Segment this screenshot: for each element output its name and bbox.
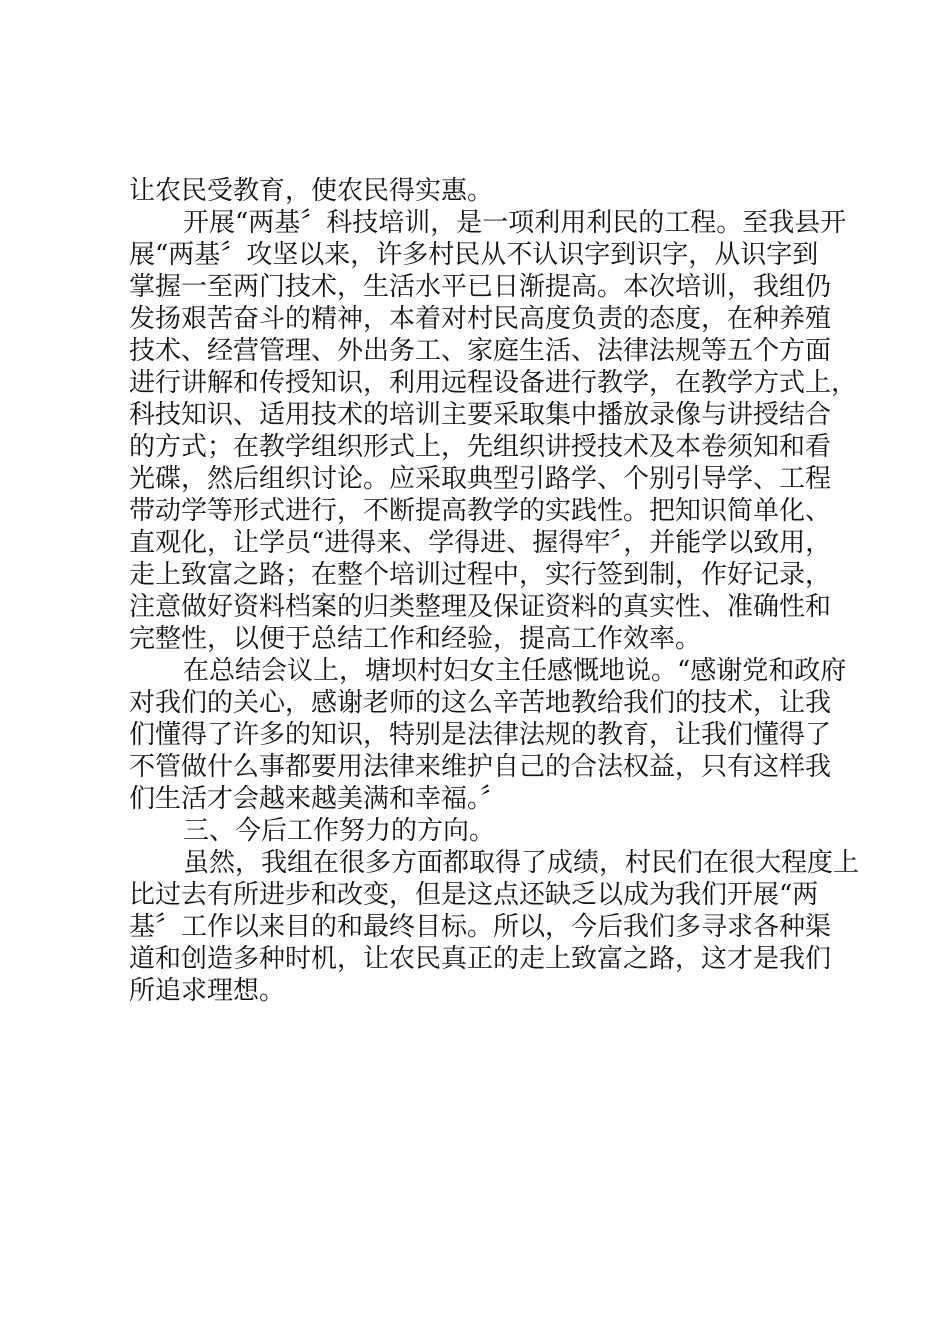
text-line: 技术、经营管理、外出务工、家庭生活、法律法规等五个方面 — [129, 336, 832, 366]
text-line: 走上致富之路；在整个培训过程中，实行签到制，作好记录， — [129, 560, 832, 590]
text-line: 对我们的关心，感谢老师的这么辛苦地教给我们的技术，让我 — [129, 688, 832, 718]
text-line: 光碟，然后组织讨论。应采取典型引路学、个别引导学、工程 — [129, 464, 832, 494]
text-line: 基〞工作以来目的和最终目标。所以，今后我们多寻求各种渠 — [129, 912, 832, 942]
section-heading: 三、今后工作努力的方向。 — [183, 816, 496, 846]
text-line: 让农民受教育，使农民得实惠。 — [129, 176, 494, 206]
paragraph-start-line: 在总结会议上，塘坝村妇女主任感慨地说。“感谢党和政府 — [183, 656, 847, 686]
text-line: 进行讲解和传授知识，利用远程设备进行教学，在教学方式上， — [129, 368, 858, 398]
body-text — [129, 175, 860, 1007]
text-line: 科技知识、适用技术的培训主要采取集中播放录像与讲授结合 — [129, 400, 832, 430]
paragraph-start-line: 虽然，我组在很多方面都取得了成绩，村民们在很大程度上 — [183, 848, 860, 878]
text-line: 所追求理想。 — [129, 976, 286, 1006]
text-line: 不管做什么事都要用法律来维护自己的合法权益，只有这样我 — [129, 752, 832, 782]
text-line: 掌握一至两门技术，生活水平已日渐提高。本次培训，我组仍 — [129, 272, 832, 302]
text-line: 道和创造多种时机，让农民真正的走上致富之路，这才是我们 — [129, 944, 832, 974]
text-line: 直观化，让学员“进得来、学得进、握得牢〞，并能学以致用， — [129, 528, 832, 558]
paragraph-start-line: 开展“两基〞科技培训，是一项利用利民的工程。至我县开 — [183, 208, 847, 238]
text-line: 发扬艰苦奋斗的精神，本着对村民高度负责的态度，在种养殖 — [129, 304, 832, 334]
text-line: 展“两基〞攻坚以来，许多村民从不认识字到识字，从识字到 — [129, 240, 819, 270]
text-line: 带动学等形式进行，不断提高教学的实践性。把知识简单化、 — [129, 496, 832, 526]
text-line: 注意做好资料档案的归类整理及保证资料的真实性、准确性和 — [129, 592, 832, 622]
text-line: 的方式；在教学组织形式上，先组织讲授技术及本卷须知和看 — [129, 432, 832, 462]
text-line: 们懂得了许多的知识，特别是法律法规的教育，让我们懂得了 — [129, 720, 832, 750]
text-line: 比过去有所进步和改变，但是这点还缺乏以成为我们开展“两 — [129, 880, 819, 910]
text-line: 完整性，以便于总结工作和经验，提高工作效率。 — [129, 624, 702, 654]
text-line: 们生活才会越来越美满和幸福。〞 — [129, 784, 507, 814]
